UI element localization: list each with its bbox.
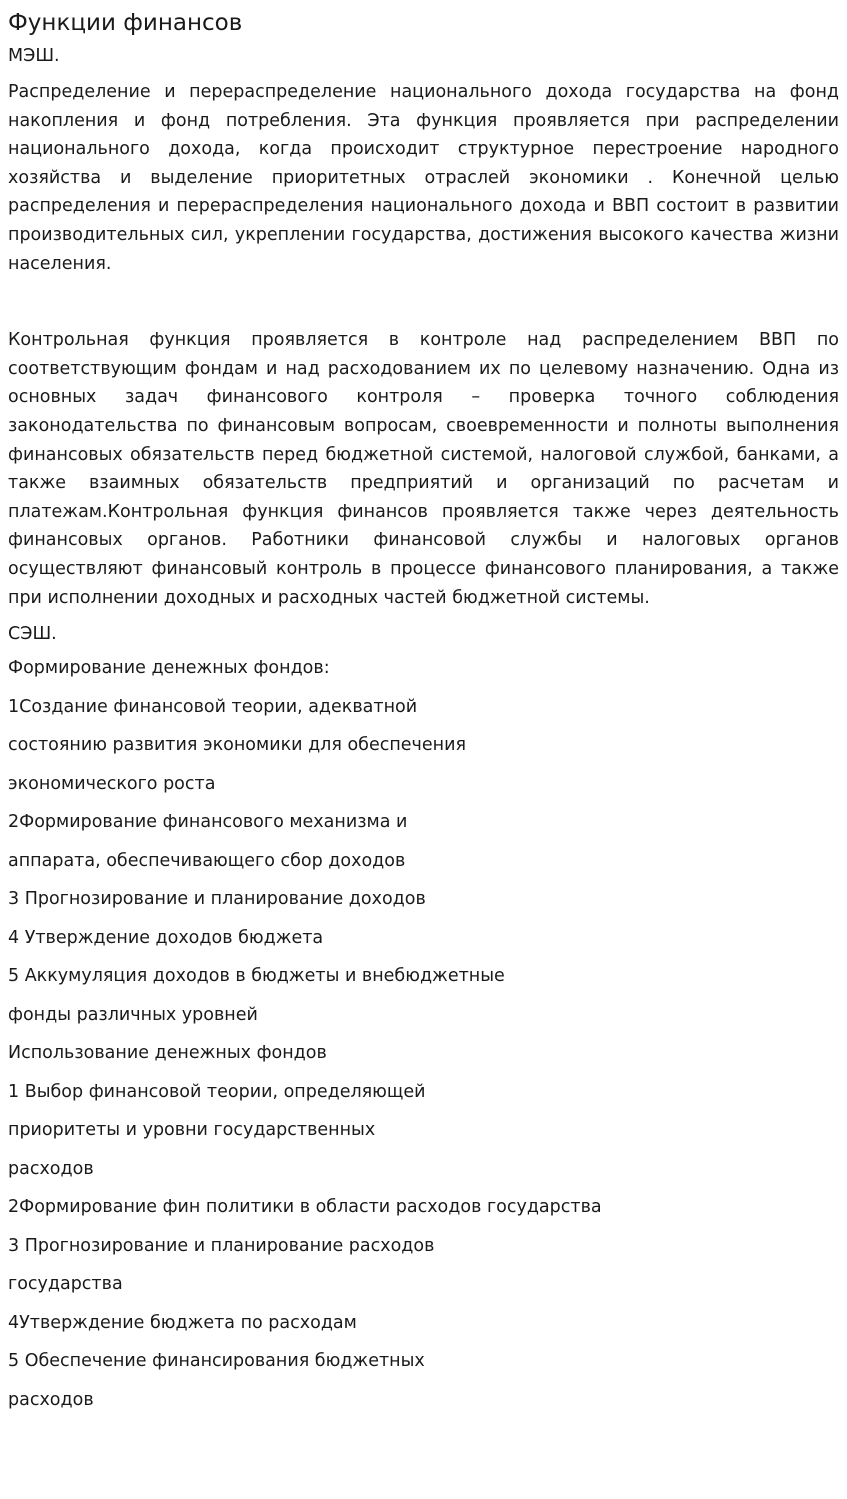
paragraph-distribution: Распределение и перераспределение национального дохода государства на фонд накопления и фонд потребления. Эта функция проявляется при распределении национального дохода, когда происходит структурное перестроение народного хозяйства и выделение приоритетных отраслей экономики . Конечной целью распределения и перераспределения национального дохода и ВВП состоит в развитии производительных сил, укреплении государства, достижения высокого качества жизни населения. <box>8 82 839 274</box>
list-line: расходов <box>8 1158 94 1179</box>
list-line: Использование денежных фондов <box>8 1043 327 1064</box>
list-line: 1 Выбор финансовой теории, определяющей <box>8 1081 426 1102</box>
function-list <box>8 656 839 1412</box>
paragraph-control: Контрольная функция проявляется в контроле над распределением ВВП по соответствующим фондам и над расходованием их по целевому назначению. Одна из основных задач финансового контроля – проверка точного соблюдения законодательства по финансовым вопросам, своевременности и полноты выполнения финансовых обязательств перед бюджетной системой, налоговой службой, банками, а также взаимных обязательств предприятий и организаций по расчетам и платежам.Контрольная функция финансов проявляется также через деятельность финансовых органов. Работники финансовой службы и налоговых органов осуществляют финансовый контроль в процессе финансового планирования, а также при исполнении доходных и расходных частей бюджетной системы. <box>8 330 839 608</box>
list-line: 3 Прогнозирование и планирование расходов <box>8 1235 435 1256</box>
list-line: приоритеты и уровни государственных <box>8 1120 376 1141</box>
list-line: 3 Прогнозирование и планирование доходов <box>8 889 426 910</box>
list-line: Формирование денежных фондов: <box>8 658 330 679</box>
sesh-label: СЭШ. <box>8 624 57 645</box>
list-line: 2Формирование финансового механизма и <box>8 812 408 833</box>
list-line: расходов <box>8 1389 94 1410</box>
list-line: государства <box>8 1274 123 1295</box>
list-line: 5 Аккумуляция доходов в бюджеты и внебюджетные <box>8 966 505 987</box>
paragraph-spacer <box>8 278 839 326</box>
list-line: аппарата, обеспечивающего сбор доходов <box>8 850 406 871</box>
mesh-label: МЭШ. <box>8 46 60 66</box>
list-line: экономического роста <box>8 773 216 794</box>
list-line: 1Создание финансовой теории, адекватной <box>8 696 418 717</box>
page-title: Функции финансов <box>8 10 243 36</box>
list-line: состоянию развития экономики для обеспечения <box>8 735 466 756</box>
list-line: 2Формирование фин политики в области расходов государства <box>8 1197 602 1218</box>
list-line: фонды различных уровней <box>8 1004 258 1025</box>
list-line: 4Утверждение бюджета по расходам <box>8 1312 357 1333</box>
list-line: 4 Утверждение доходов бюджета <box>8 927 324 948</box>
list-line: 5 Обеспечение финансирования бюджетных <box>8 1351 425 1372</box>
